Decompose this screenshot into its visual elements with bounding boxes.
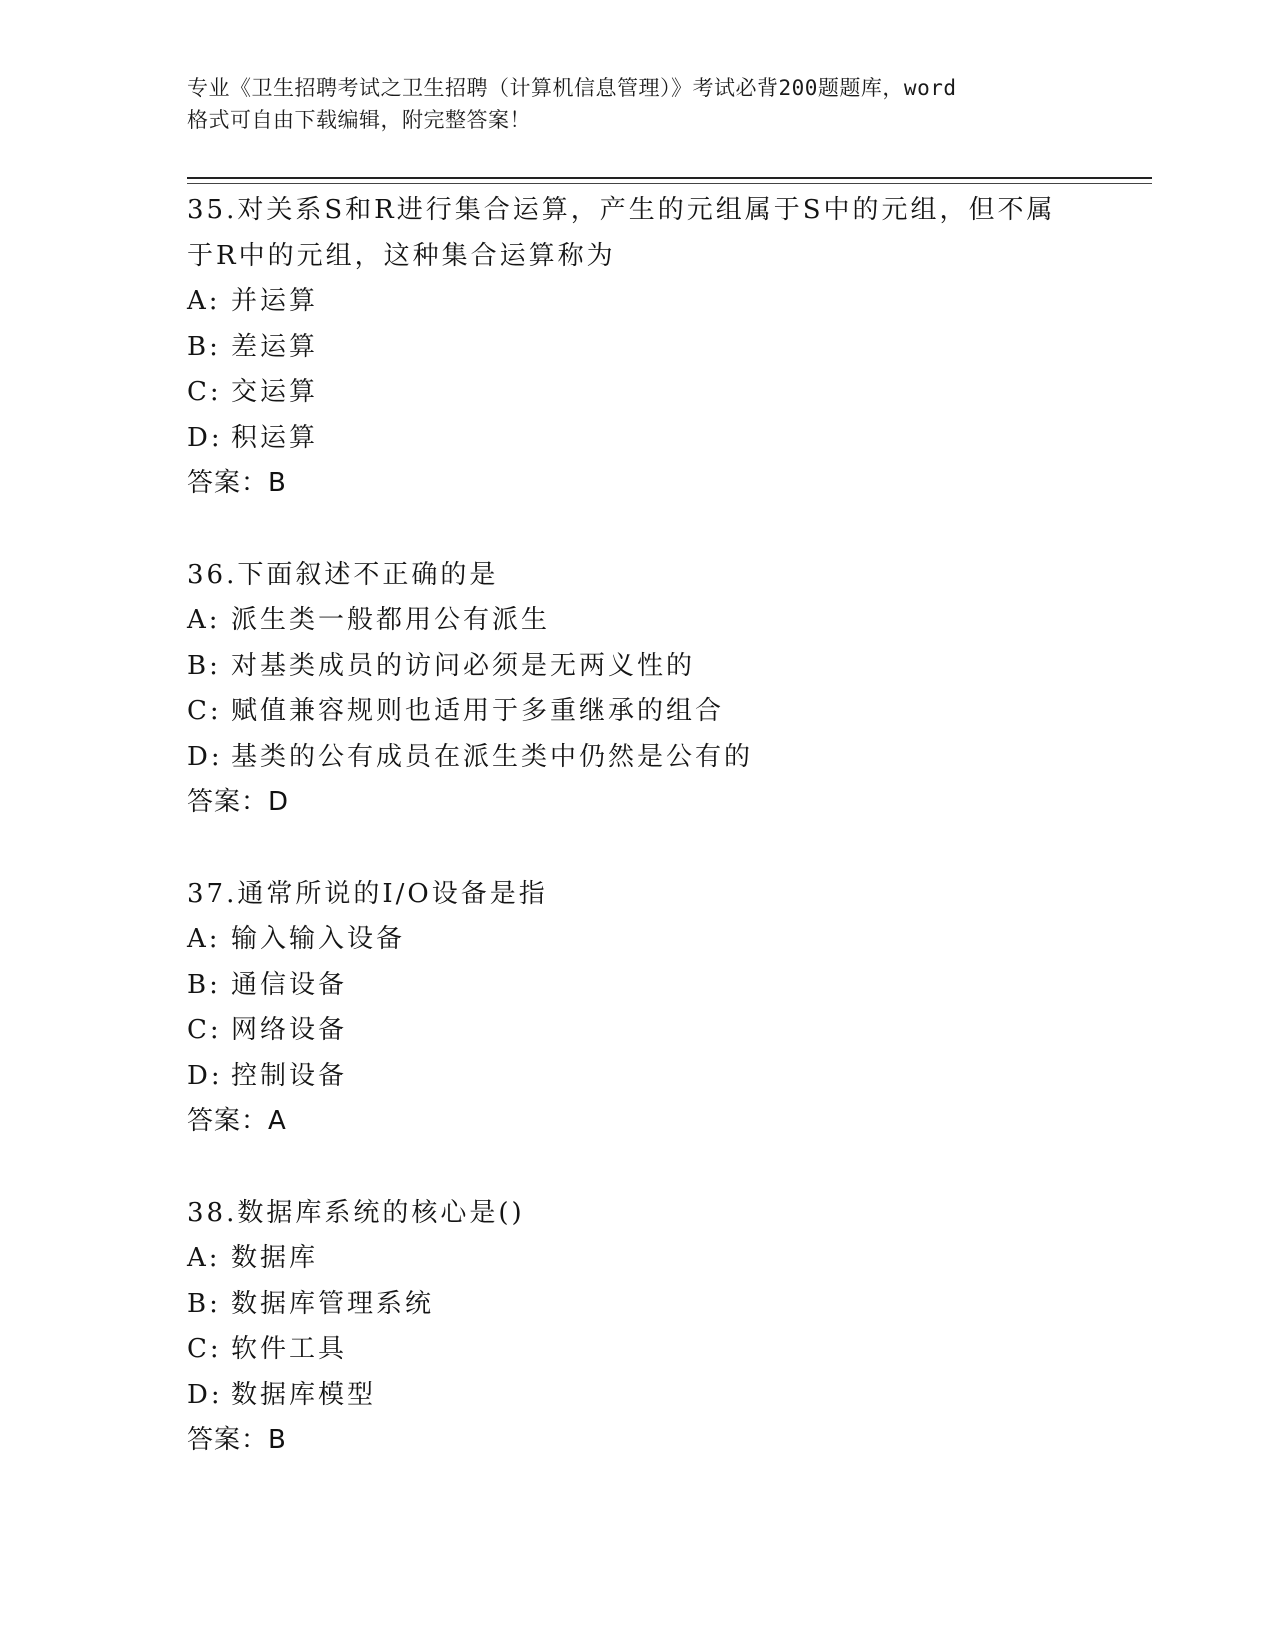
- option-text: 差运算: [231, 331, 319, 362]
- option-text: 交运算: [231, 377, 319, 407]
- option-letter: B:: [187, 331, 221, 362]
- option-letter: C:: [187, 377, 222, 407]
- answer-line: 答案：B: [187, 1425, 287, 1455]
- answer-line: 答案：B: [187, 468, 287, 498]
- option-d: [187, 1373, 1107, 1419]
- option-a: [187, 279, 1107, 325]
- option-letter: B:: [187, 1288, 221, 1319]
- option-text: 数据库: [231, 1243, 319, 1273]
- question-stem-line-1: 38.数据库系统的核心是(): [187, 1197, 525, 1228]
- option-a: [187, 598, 1107, 644]
- option-letter: D:: [187, 741, 223, 772]
- option-text: 并运算: [231, 286, 319, 316]
- question-stem-line-1: 35.对关系S和R进行集合运算，产生的元组属于S中的元组，但不属: [187, 195, 1056, 225]
- option-text: 控制设备: [231, 1060, 348, 1091]
- option-letter: A:: [187, 605, 221, 635]
- header-line-2: 格式可自由下载编辑，附完整答案！: [187, 108, 531, 132]
- option-letter: A:: [187, 924, 221, 954]
- option-letter: A:: [187, 286, 221, 316]
- option-c: [187, 370, 1107, 416]
- option-a: [187, 1236, 1107, 1282]
- option-letter: C:: [187, 696, 222, 726]
- document-header: [187, 72, 1097, 136]
- question-spacer: [187, 826, 1107, 872]
- option-text: 网络设备: [231, 1015, 348, 1045]
- option-text: 派生类一般都用公有派生: [231, 605, 551, 635]
- option-b: [187, 644, 1107, 690]
- option-c: [187, 1008, 1107, 1054]
- option-letter: C:: [187, 1015, 222, 1045]
- question-list: [187, 188, 1107, 1464]
- option-text: 数据库管理系统: [231, 1288, 435, 1319]
- option-c: [187, 1327, 1107, 1373]
- option-c: [187, 689, 1107, 735]
- header-divider-thin: [187, 183, 1152, 184]
- option-text: 通信设备: [231, 969, 348, 1000]
- option-text: 基类的公有成员在派生类中仍然是公有的: [231, 741, 754, 772]
- option-letter: D:: [187, 1060, 223, 1091]
- option-letter: B:: [187, 969, 221, 1000]
- question-spacer: [187, 507, 1107, 553]
- question-stem-line-1: 37.通常所说的I/O设备是指: [187, 878, 548, 909]
- question-stem-line-1: 36.下面叙述不正确的是: [187, 559, 499, 590]
- question-35: [187, 188, 1107, 507]
- option-d: [187, 735, 1107, 781]
- option-letter: B:: [187, 650, 221, 681]
- option-b: [187, 325, 1107, 371]
- option-letter: D:: [187, 422, 223, 453]
- question-spacer: [187, 1145, 1107, 1191]
- option-letter: A:: [187, 1243, 221, 1273]
- question-36: [187, 553, 1107, 826]
- answer-line: 答案：A: [187, 1106, 287, 1136]
- option-text: 对基类成员的访问必须是无两义性的: [231, 650, 696, 681]
- header-line-1: 专业《卫生招聘考试之卫生招聘（计算机信息管理）》考试必背200题题库，word: [187, 76, 957, 100]
- option-text: 输入输入设备: [231, 924, 406, 954]
- question-38: [187, 1191, 1107, 1464]
- option-d: [187, 1054, 1107, 1100]
- option-text: 数据库模型: [231, 1379, 377, 1410]
- question-stem-line-2: 于R中的元组，这种集合运算称为: [187, 240, 616, 271]
- header-divider-thick: [187, 177, 1152, 179]
- option-text: 赋值兼容规则也适用于多重继承的组合: [231, 696, 725, 726]
- option-a: [187, 917, 1107, 963]
- option-letter: C:: [187, 1334, 222, 1364]
- option-text: 积运算: [231, 422, 319, 453]
- option-letter: D:: [187, 1379, 223, 1410]
- option-d: [187, 416, 1107, 462]
- answer-line: 答案：D: [187, 787, 290, 817]
- option-b: [187, 963, 1107, 1009]
- question-37: [187, 872, 1107, 1145]
- option-b: [187, 1282, 1107, 1328]
- option-text: 软件工具: [231, 1334, 348, 1364]
